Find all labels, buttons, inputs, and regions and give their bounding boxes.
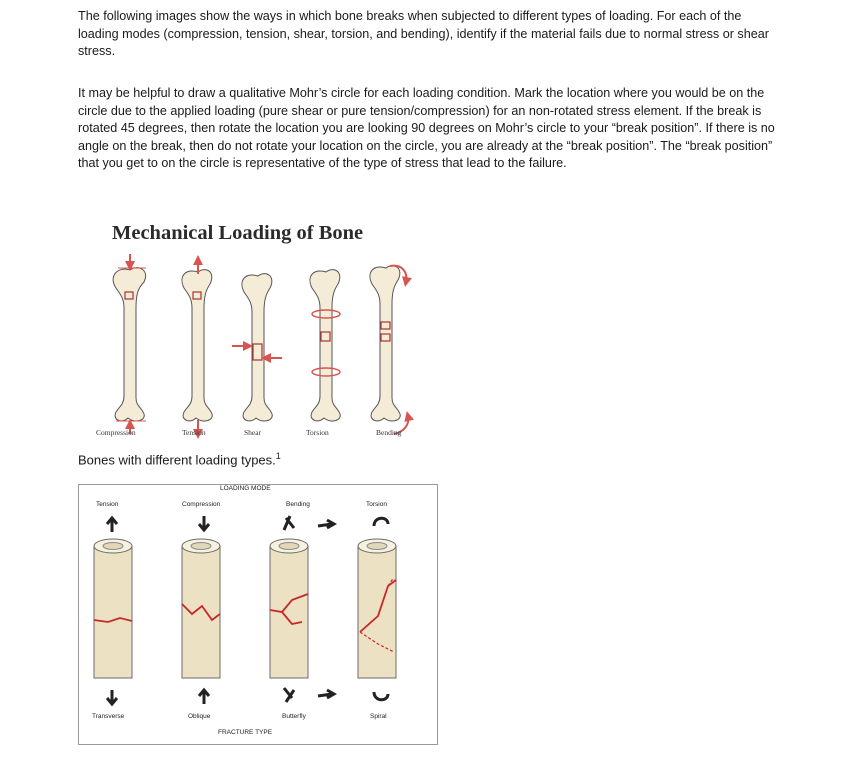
label-bending: Bending bbox=[376, 428, 402, 437]
label-torsion: Torsion bbox=[306, 428, 329, 437]
fracture-type-figure bbox=[78, 476, 438, 746]
label-compression: Compression bbox=[96, 428, 136, 437]
compression-cylinder bbox=[182, 539, 220, 678]
compression-bone bbox=[113, 254, 146, 434]
mohr-instructions-paragraph: It may be helpful to draw a qualitative Mohr’s circle for each loading condition. Mark the location where you would be on the circle due to the applied loading (pure shear or pure tension/compression) for an non-rotated stress element. If the break is rotated 45 degrees, then rotate the location you are looking 90 degrees on Mohr’s circle to your “break position”. If there is no angle on the break, then do not rotate your location on the circle, you are already at the “break position”. The “break position” that you get to on the circle is representative of the type of stress that lead to the failure. bbox=[78, 86, 775, 170]
tension-cylinder bbox=[94, 539, 132, 678]
label-spiral: Spiral bbox=[370, 713, 387, 720]
intro-paragraph: The following images show the ways in which bone breaks when subjected to different types of loading. For each of the loading modes (compression, tension, shear, torsion, and bending), identify if the material fails due to normal stress or shear stress. bbox=[78, 9, 769, 58]
caption-superscript: 1 bbox=[275, 451, 281, 461]
figure-caption bbox=[78, 451, 281, 467]
label-oblique: Oblique bbox=[188, 713, 211, 720]
torsion-cylinder bbox=[358, 539, 396, 678]
label-compression-mode: Compression bbox=[182, 501, 221, 508]
label-transverse: Transverse bbox=[92, 713, 125, 720]
label-torsion-mode: Torsion bbox=[366, 501, 387, 508]
label-tension: Tension bbox=[182, 428, 206, 437]
tension-bone bbox=[182, 260, 212, 434]
bending-cylinder bbox=[270, 539, 308, 678]
fracture-type-footer: FRACTURE TYPE bbox=[218, 729, 273, 736]
label-bending-mode: Bending bbox=[286, 501, 310, 508]
label-shear: Shear bbox=[244, 428, 262, 437]
bending-bone bbox=[370, 266, 408, 434]
loading-mode-header: LOADING MODE bbox=[220, 485, 271, 492]
label-tension-mode: Tension bbox=[96, 501, 119, 508]
shear-bone bbox=[232, 274, 282, 421]
torsion-bone bbox=[310, 270, 340, 421]
caption-text: Bones with different loading types. bbox=[78, 452, 276, 468]
bone-loading-figure bbox=[78, 248, 418, 448]
figure-title: Mechanical Loading of Bone bbox=[112, 222, 364, 244]
label-butterfly: Butterfly bbox=[282, 713, 306, 720]
